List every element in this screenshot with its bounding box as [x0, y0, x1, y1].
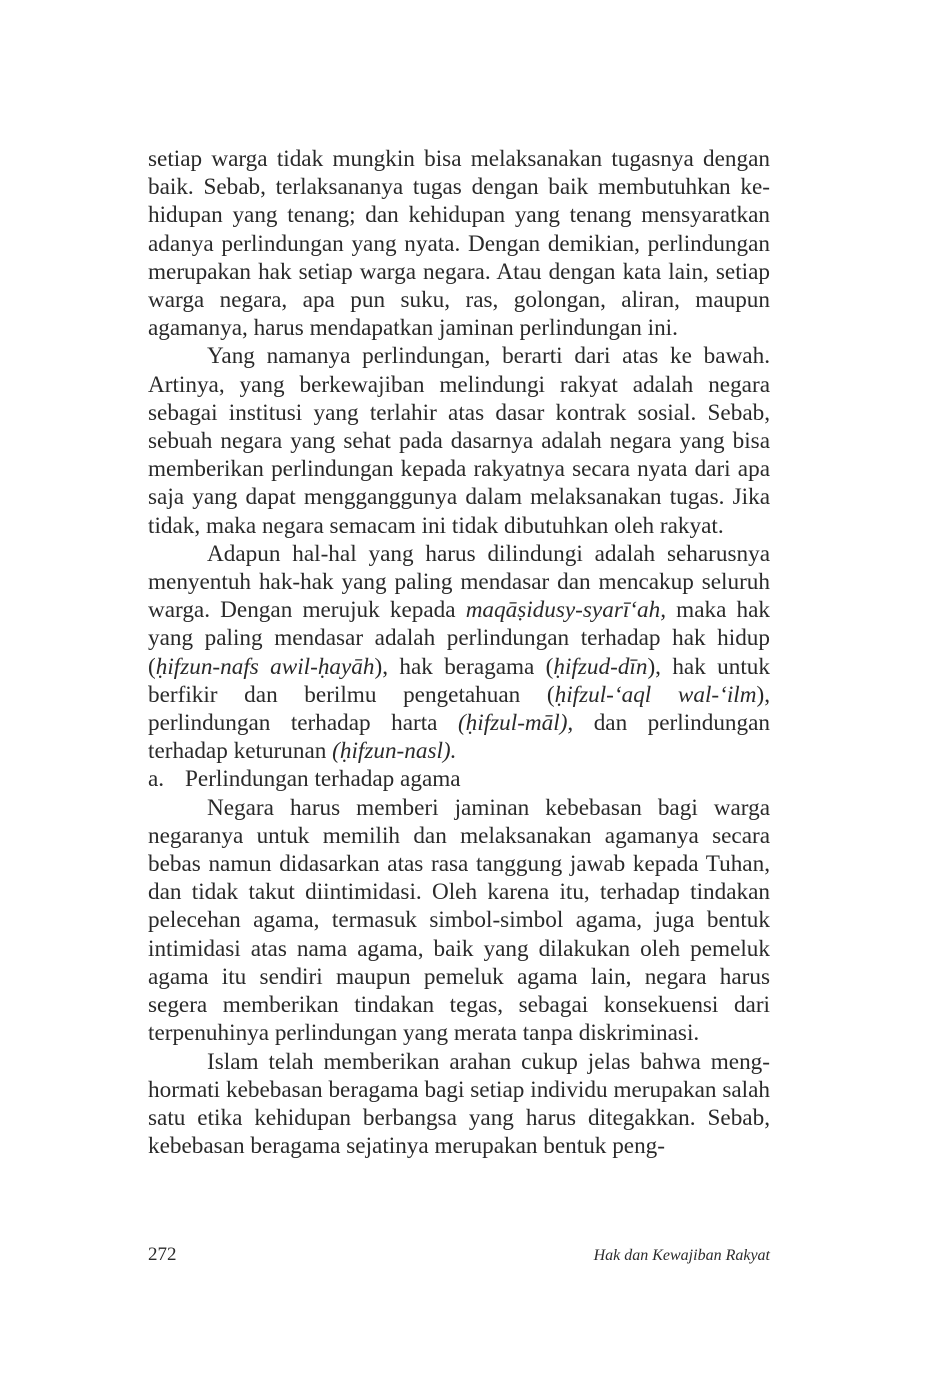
page-number: 272: [148, 1244, 177, 1265]
term-hifzun-nafs: ḥifzun-nafs awil-ḥayāh: [155, 653, 375, 680]
paragraph-maqasid-text-3: ), hak beragama (: [374, 653, 554, 680]
section-heading-text: Perlindungan terhadap agama: [185, 766, 461, 793]
term-maqasidusy-syariah: maqāṣidusy-syarī‘ah,: [465, 597, 666, 624]
paragraph-islam-guidance: Islam telah memberikan arahan cukup jelas bahwa menghormati kebebasan beragama bagi setiap individu merupakan salah satu etika kehidupan berbangsa yang harus ditegakkan. Sebab, kebebasan beragama sejatinya merupakan bentuk peng-: [148, 1048, 770, 1160]
paragraph-religious-freedom: Negara harus memberi jaminan kebebasan bagi warga negaranya untuk memilih dan melaksanakan agamanya secara bebas namun didasarkan atas rasa tanggung jawab kepada Tuhan, dan tidak takut diintimidasi. Oleh karena itu, terhadap tindakan pelecehan agama, termasuk simbol-simbol agama, juga bentuk intimidasi atas nama agama, baik yang dilakukan oleh pemeluk agama itu sendiri maupun pemeluk agama lain, negara harus segera memberikan tindakan tegas, sebagai konsekuensi dari terpenuhinya perlindungan yang merata tanpa diskriminasi.: [148, 794, 770, 1047]
paragraph-protection-definition: Yang namanya perlindungan, berarti dari atas ke bawah. Artinya, yang berkewajiban melindungi rakyat adalah negara sebagai institusi yang terlahir atas dasar kontrak sosial. Sebab, sebuah negara yang sehat pada dasarnya adalah negara yang bisa memberikan perlindungan kepada rakyatnya secara nyata dari apa saja yang dapat mengganggunya dalam melaksanakan tugas. Jika tidak, maka negara semacam ini tidak dibutuhkan oleh rakyat.: [148, 343, 770, 539]
paragraph-maqasid-text-4: ), hak untuk berfikir dan berilmu pengetahuan (: [148, 653, 770, 708]
paragraph-maqasid-text-6: dan perlindungan terhadap keturunan: [148, 710, 770, 765]
term-hifzud-din: ḥifzud-dīn: [553, 653, 648, 680]
paragraph-maqasid: [148, 540, 770, 766]
term-hifzun-nasl: (ḥifzun-nasl).: [332, 738, 457, 765]
paragraph-maqasid-text-1: Adapun hal-hal yang harus dilindungi adalah seharusnya menyentuh hak-hak yang paling mendasar dan mencakup seluruh warga. Dengan merujuk kepada: [148, 540, 770, 624]
paragraph-maqasid-text-5: ), perlindungan terhadap harta: [148, 681, 770, 737]
body-text: [148, 145, 770, 1160]
term-hifzul-aql: ḥifzul-‘aql wal-‘ilm: [554, 681, 757, 708]
term-hifzul-mal: (ḥifzul-māl),: [457, 710, 574, 737]
page-footer: [148, 1244, 770, 1266]
list-marker: a.: [148, 766, 165, 793]
running-title: Hak dan Kewajiban Rakyat: [593, 1247, 770, 1264]
paragraph-maqasid-text-2: maka hak yang paling mendasar adalah perlindungan terhadap hak hidup (: [148, 597, 770, 680]
paragraph-continuation: setiap warga tidak mungkin bisa melaksanakan tugasnya dengan baik. Sebab, terlaksananya tugas dengan baik membutuhkan kehidupan yang tenang; dan kehidupan yang tenang mensyaratkan adanya perlindungan yang nyata. Dengan demikian, perlindungan merupakan hak setiap warga negara. Atau dengan kata lain, setiap warga negara, apa pun suku, ras, golongan, aliran, maupun agamanya, harus mendapatkan jaminan perlindungan ini.: [148, 146, 770, 342]
section-heading-religion: [148, 765, 770, 793]
